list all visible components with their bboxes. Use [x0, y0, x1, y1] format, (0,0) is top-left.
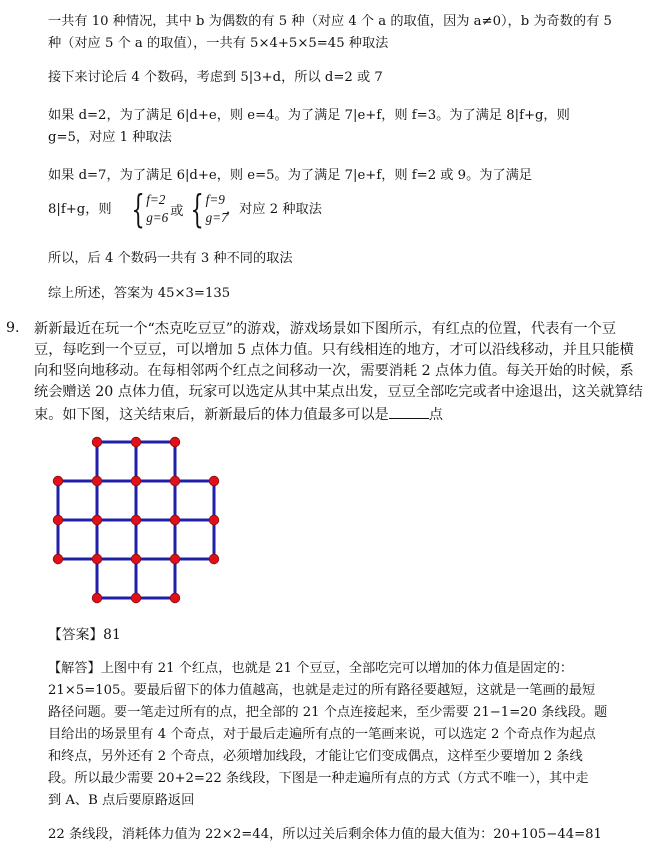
- question-tail: 点: [428, 407, 443, 423]
- bean-dot: [53, 476, 63, 486]
- text-line-1: 一共有 10 种情况，其中 b 为偶数的有 5 种（对应 4 个 a 的取值，因为 a≠0），b 为奇数的有 5: [48, 14, 612, 29]
- explanation-line-3: 路径问题。要一笔走过所有的点，把全部的 21 个点连接起来，至少需要 21−1=20 条线段。题: [48, 705, 608, 720]
- bean-dot: [131, 554, 141, 564]
- bean-dot: [170, 476, 180, 486]
- bean-dot: [170, 554, 180, 564]
- question-number: 9.: [6, 320, 20, 336]
- explanation-line-4: 目给出的场景里有 4 个奇点，对于最后走遍所有点的一笔画来说，可以选定 2 个奇点作为起点: [48, 727, 596, 742]
- equation-system: [126, 187, 228, 231]
- text-line-5: g=5，对应 1 种取法: [48, 130, 172, 145]
- bean-dot: [131, 593, 141, 603]
- bean-dot: [209, 515, 219, 525]
- left-brace: {: [131, 187, 145, 231]
- explanation-line-6: 段。所以最少需要 20+2=22 条线段，下图是一种走遍所有点的方式（方式不唯一），其中走: [48, 771, 589, 786]
- bean-grid-figure: [48, 432, 228, 612]
- text-line-6: 如果 d=7，为了满足 6|d+e，则 e=5。为了满足 7|e+f，则 f=2 或 9。为了满足: [48, 168, 533, 183]
- explanation-line-5: 和终点，另外还有 2 个奇点，必须增加线段，才能让它们变成偶点，这样至少要增加 2 条线: [48, 749, 583, 764]
- text-line-8: ，对应 2 种取法: [226, 202, 322, 217]
- bean-dot: [92, 476, 102, 486]
- question-line-2: 豆，每吃到一个豆豆，可以增加 5 点体力值。只有线相连的地方，才可以沿线移动，并且只能横: [34, 342, 634, 358]
- bean-dot: [92, 593, 102, 603]
- bean-dot: [170, 593, 180, 603]
- system-left-eq-1: f=2: [146, 192, 166, 207]
- bean-dot: [209, 476, 219, 486]
- text-line-10: 综上所述，答案为 45×3=135: [48, 286, 231, 301]
- bean-dot: [92, 554, 102, 564]
- bean-dot: [170, 437, 180, 447]
- question-line-1: 新新最近在玩一个“杰克吃豆豆”的游戏，游戏场景如下图所示，有红点的位置，代表有一个豆: [34, 321, 617, 337]
- text-line-4: 如果 d=2，为了满足 6|d+e，则 e=4。为了满足 7|e+f，则 f=3。为了满足 8|f+g，则: [48, 108, 570, 123]
- bean-dot: [92, 515, 102, 525]
- explanation-line-2: 21×5=105。要最后留下的体力值越高，也就是走过的所有路径要越短，这就是一笔画的最短: [48, 683, 596, 698]
- answer-blank: [389, 404, 429, 419]
- bean-dot: [92, 437, 102, 447]
- bean-dot: [53, 554, 63, 564]
- bean-dot: [53, 515, 63, 525]
- bean-dot: [131, 437, 141, 447]
- text-line-7: 8|f+g，则: [48, 202, 112, 217]
- question-line-5: [34, 404, 443, 425]
- bean-dot: [131, 515, 141, 525]
- system-left-eq-2: g=6: [146, 210, 169, 225]
- answer-label: 【答案】81: [48, 627, 121, 643]
- system-right-eq-2: g=7: [205, 210, 228, 225]
- system-or: 或: [170, 203, 184, 219]
- text-line-2: 种（对应 5 个 a 的取值），一共有 5×4+5×5=45 种取法: [48, 36, 389, 51]
- question-line-4: 统会赠送 20 点体力值，玩家可以选定从其中某点出发，豆豆全部吃完或者中途退出，这关就算结: [34, 384, 643, 400]
- text-line-3: 接下来讨论后 4 个数码，考虑到 5|3+d，所以 d=2 或 7: [48, 70, 383, 85]
- bean-dot: [170, 515, 180, 525]
- bean-dot: [209, 554, 219, 564]
- explanation-line-8: 22 条线段，消耗体力值为 22×2=44，所以过关后剩余体力值的最大值为：20+105−44=81: [48, 827, 602, 842]
- system-right-eq-1: f=9: [205, 192, 225, 207]
- question-line-5-text: 束。如下图，这关结束后，新新最后的体力值最多可以是: [34, 407, 389, 423]
- explanation-line-1: 【解答】上图中有 21 个红点，也就是 21 个豆豆，全部吃完可以增加的体力值是固定的：: [48, 661, 574, 676]
- question-line-3: 向和竖向地移动。在每相邻两个红点之间移动一次，需要消耗 2 点体力值。每关开始的时候，系: [34, 363, 634, 379]
- explanation-line-7: 到 A、B 点后要原路返回: [48, 793, 195, 808]
- right-system-brace: {: [190, 187, 205, 231]
- text-line-9: 所以，后 4 个数码一共有 3 种不同的取法: [48, 251, 293, 266]
- bean-dot: [131, 476, 141, 486]
